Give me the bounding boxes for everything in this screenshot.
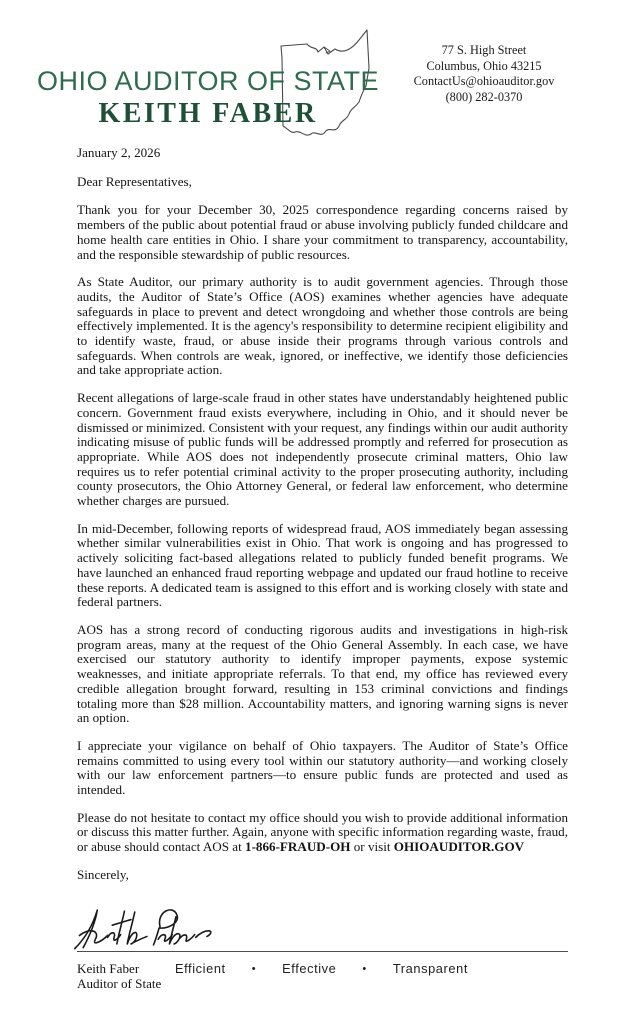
paragraph-audit-authority: As State Auditor, our primary authority is to audit government agencies. Through those audits, the Auditor of State’s Office (AOS) examines whether agencies have adequate safeguards in place to prevent and detect wrongdoing and whether those controls are being effectively implemented. It is the agency's responsibility to determine recipient eligibility and to identify waste, fraud, or abuse inside their programs through various controls and safeguards. When controls are weak, ignored, or ineffective, we identify those deficiencies and take appropriate action.: [77, 274, 568, 378]
footer-separator-icon: •: [251, 962, 257, 975]
aos-logo: [34, 66, 382, 130]
contact-block: [396, 43, 572, 105]
footer-separator-icon: •: [362, 962, 367, 975]
letter-body: [77, 146, 568, 991]
logo-auditor-name: KEITH FABER: [98, 98, 318, 129]
letter-closing: Sincerely,: [77, 866, 129, 882]
paragraph-thank-you: Thank you for your December 30, 2025 correspondence regarding concerns raised by members of the public about potential fraud or abuse involving publicly funded childcare and home health care entities in Ohio. I share your commitment to transparency, accountability, and the responsible stewardship of public resources.: [77, 202, 568, 262]
footer-divider: [77, 951, 568, 952]
footer-motto: [0, 961, 643, 976]
letter-salutation: Dear Representatives,: [77, 173, 192, 189]
contact-street: 77 S. High Street: [441, 43, 527, 57]
paragraph-mid-december: In mid-December, following reports of widespread fraud, AOS immediately began assessing whether similar vulnerabilities exist in Ohio. That work is ongoing and has progressed to actively soliciting fact-based allegations related to publicly funded benefit programs. We have launched an enhanced fraud reporting webpage and updated our fraud hotline to receive these reports. A dedicated team is assigned to this effort and is working closely with state and federal partners.: [77, 520, 568, 610]
paragraph-strong-record: AOS has a strong record of conducting rigorous audits and investigations in high-risk program areas, many at the request of the Ohio General Assembly. In each case, we have exercised our statutory authority to identify improper payments, expose systemic weaknesses, and initiate appropriate referrals. To that end, my office has reviewed every credible allegation brought forward, resulting in 153 criminal convictions and findings totaling more than $28 million. Accountability matters, and ignoring warning signs is never an option.: [77, 621, 568, 726]
footer-word-efficient: Efficient: [175, 961, 226, 976]
contact-phone: (800) 282-0370: [445, 89, 523, 104]
logo-agency-name: OHIO AUDITOR OF STATE: [36, 66, 380, 96]
keith-faber-signature-icon: [71, 899, 221, 957]
letterhead: [0, 0, 643, 146]
contact-city: Columbus, Ohio 43215: [426, 58, 542, 73]
contact-email: ContactUs@ohioauditor.gov: [413, 74, 555, 89]
signature-title: Auditor of State: [77, 975, 162, 991]
letter-date: January 2, 2026: [77, 145, 161, 160]
footer-word-effective: Effective: [282, 961, 337, 976]
paragraph-fraud-allegations: Recent allegations of large-scale fraud in other states have understandably heightened public concern. Government fraud exists everywhere, including in Ohio, and it should never be dismissed or minimized. Consistent with your request, any findings within our audit authority indicating misuse of public funds will be addressed promptly and referred for prosecution as appropriate. While AOS does not independently prosecute criminal matters, Ohio law requires us to refer potential criminal activity to the proper prosecuting authority, including county prosecutors, the Ohio Attorney General, or federal law enforcement, who determine whether charges are pursued.: [77, 390, 568, 509]
footer-word-transparent: Transparent: [392, 961, 468, 976]
signature-name: Keith Faber: [77, 960, 140, 976]
paragraph-contact-info: Please do not hesitate to contact my office should you wish to provide additional information or discuss this matter further. Again, anyone with specific information regarding waste, fraud, or abuse should contact AOS at 1-866-FRAUD-OH or visit OHIOAUDITOR.GOV: [77, 809, 568, 855]
paragraph-vigilance: I appreciate your vigilance on behalf of Ohio taxpayers. The Auditor of State’s Office remains committed to using every tool within our statutory authority—and working closely with our law enforcement partners—to ensure public funds are protected and used as intended.: [77, 737, 568, 798]
